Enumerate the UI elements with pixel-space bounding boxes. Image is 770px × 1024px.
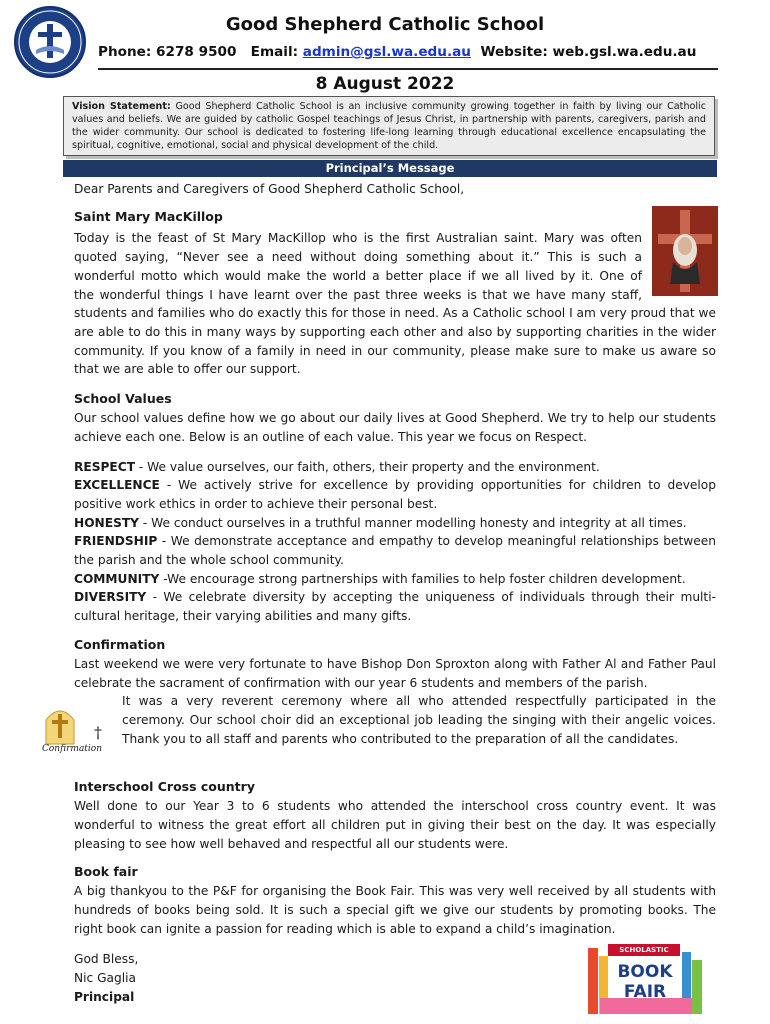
value-text: - We actively strive for excellence by providing opportunities for children to develop positive work ethics in order to achieve their personal best. [74, 478, 716, 511]
value-excellence [74, 476, 716, 514]
saint-line-1: Today is the feast of St Mary MacKillop who is the first Australian saint. Mary was often [74, 231, 642, 245]
value-text: -We encourage strong partnerships with families to help foster children development. [159, 572, 686, 586]
value-key: COMMUNITY [74, 572, 160, 586]
school-name: Good Shepherd Catholic School [225, 14, 545, 35]
values-heading: School Values [74, 391, 172, 406]
value-honesty [74, 514, 716, 533]
email-link[interactable]: admin@gsl.wa.edu.au [302, 44, 471, 60]
saint-text: students and families who do exactly this for those in need. As a Catholic school I am very proud that we are able to do this in many ways by supporting each other and also by supporting charities in the wider community. If you know of a family in need in our community, please make sure to make us aware so that we are able to offer our support. [74, 306, 716, 377]
greeting: Dear Parents and Caregivers of Good Shepherd Catholic School, [74, 182, 465, 196]
email-label: Email: [250, 44, 299, 60]
vision-label: Vision Statement: [72, 101, 171, 112]
svg-text:†: † [94, 723, 102, 742]
confirmation-text: Last weekend we were very fortunate to have Bishop Don Sproxton along with Father Al and Father Paul celebrate the sacrament of confirmation with our year 6 students and members of the parish. [74, 657, 716, 690]
cross-country-heading: Interschool Cross country [74, 779, 255, 794]
website[interactable]: Website: web.gsl.wa.edu.au [480, 44, 697, 60]
value-key: FRIENDSHIP [74, 534, 158, 548]
confirmation-image [40, 700, 106, 760]
vision-text: Good Shepherd Catholic School is an inclusive community growing together in faith by living our Catholic values and beliefs. We are guided by catholic Gospel teachings of Jesus Christ, in partnership with parents, caregivers, parish and the wider community. Our school is dedicated to fostering life-long learning through educational excellence encapsulating the spiritual, cognitive, emotional, social and physical development of the child. [72, 101, 706, 151]
confirmation-caption: Confirmation [42, 744, 103, 754]
value-text: - We celebrate diversity by accepting the uniqueness of individuals through their multi-cultural heritage, their varying abilities and many gifts. [74, 590, 716, 623]
vision-statement-box [63, 96, 715, 156]
newsletter-date: 8 August 2022 [315, 74, 455, 94]
saint-line-4: the wonderful things I have learnt over the past three weeks is that we have many staff, [74, 288, 642, 302]
cross-country-text: Well done to our Year 3 to 6 students who attended the interschool cross country event. It was wonderful to witness the great effort all children put in giving their best on the day. It was especially pleasing to see how well behaved and respectful all our students were. [74, 799, 716, 851]
value-text: - We demonstrate acceptance and empathy to develop meaningful relationships between the parish and the whole school community. [74, 534, 716, 567]
header-divider [98, 68, 718, 70]
values-intro: Our school values define how we go about our daily lives at Good Shepherd. We try to help our students achieve each one. Below is an outline of each value. This year we focus on Respect. [74, 411, 716, 444]
saint-line-3: wonderful motto which would make the world a better place if we all lived by it. One of [74, 269, 642, 283]
saint-mary-image [652, 206, 718, 296]
value-text: - We value ourselves, our faith, others, their property and the environment. [135, 460, 600, 474]
signoff-line-1: God Bless, [74, 952, 139, 966]
confirmation-heading: Confirmation [74, 637, 166, 652]
book-fair-brand: SCHOLASTIC [619, 946, 669, 954]
principals-message-banner: Principal’s Message [63, 160, 717, 177]
saint-heading: Saint Mary MacKillop [74, 209, 223, 224]
phone: Phone: 6278 9500 [98, 44, 237, 60]
book-fair-text: A big thankyou to the P&F for organising the Book Fair. This was very well received by all students with hundreds of books being sold. It is such a special gift we give our students by promoting books. The right book can ignite a passion for reading which is able to expand a child’s imagination. [74, 884, 716, 936]
book-fair-logo [586, 942, 704, 1018]
value-text: - We conduct ourselves in a truthful manner modelling honesty and integrity at all times. [139, 516, 687, 530]
value-key: DIVERSITY [74, 590, 147, 604]
value-community [74, 570, 716, 589]
confirmation-text-indented: It was a very reverent ceremony where all who attended respectfully participated in the ceremony. Our school choir did an exceptional job leading the singing with their angelic voices. Thank you to all staff and parents who contributed to the preparation of all the candidates. [122, 694, 716, 746]
value-key: RESPECT [74, 460, 136, 474]
book-fair-heading: Book fair [74, 864, 138, 879]
signoff-name: Nic Gaglia [74, 971, 136, 985]
saint-line-2: quoted saying, “Never see a need without doing something about it.” This is such a [74, 250, 642, 264]
value-friendship [74, 532, 716, 570]
value-key: EXCELLENCE [74, 478, 160, 492]
value-key: HONESTY [74, 516, 140, 530]
signoff-title: Principal [74, 990, 135, 1004]
contact-line [98, 44, 696, 60]
value-respect [74, 458, 716, 477]
book-fair-logo-text: BOOK FAIR [617, 962, 673, 1002]
value-diversity [74, 588, 716, 626]
